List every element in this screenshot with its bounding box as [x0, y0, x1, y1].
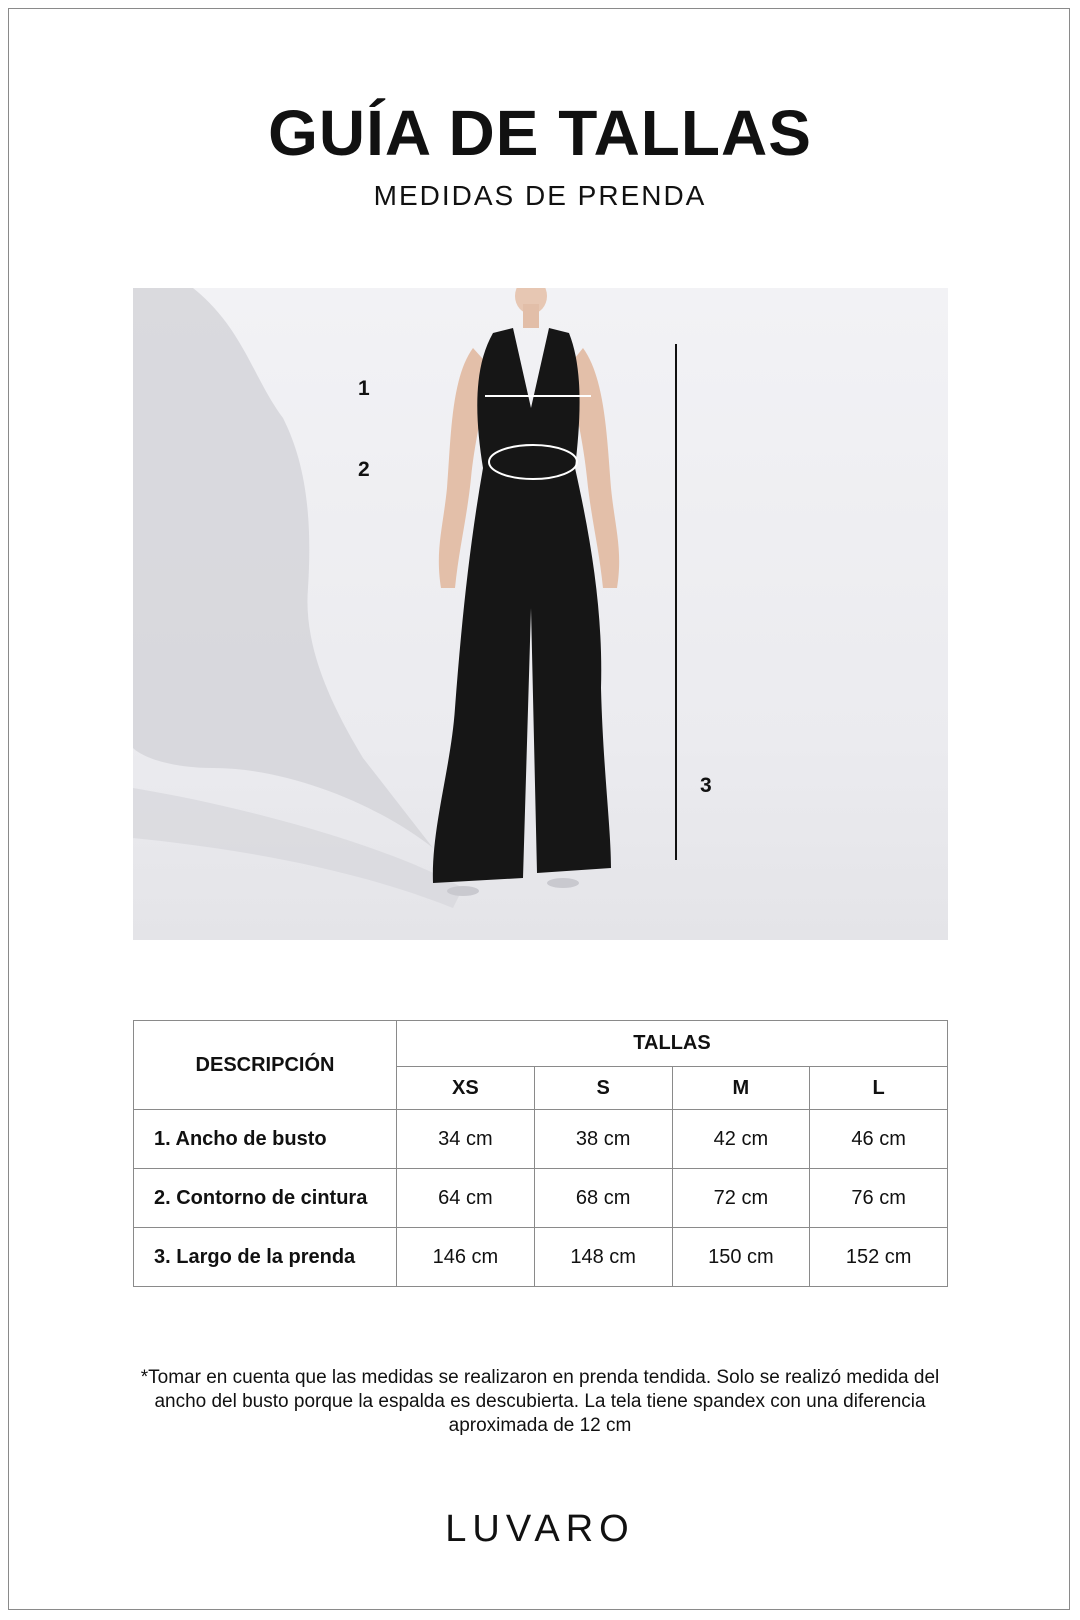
row-label-length: 3. Largo de la prenda	[134, 1228, 397, 1287]
cell-value: 64 cm	[397, 1169, 535, 1228]
size-s-header: S	[534, 1067, 672, 1110]
marker-1: 1	[358, 377, 370, 400]
cell-value: 150 cm	[672, 1228, 810, 1287]
sizes-header: TALLAS	[397, 1021, 948, 1067]
table-row	[134, 1228, 948, 1287]
row-label-bust: 1. Ancho de busto	[134, 1110, 397, 1169]
cell-value: 146 cm	[397, 1228, 535, 1287]
model-left-foot	[447, 886, 479, 896]
cell-value: 152 cm	[810, 1228, 948, 1287]
marker-3: 3	[700, 774, 712, 797]
model-illustration	[133, 288, 948, 940]
size-l-header: L	[810, 1067, 948, 1110]
cell-value: 34 cm	[397, 1110, 535, 1169]
measurement-note: *Tomar en cuenta que las medidas se realizaron en prenda tendida. Solo se realizó medida del ancho del busto porque la espalda es descubierta. La tela tiene spandex con una diferencia aproximada de 12 cm	[140, 1367, 940, 1436]
cell-value: 72 cm	[672, 1169, 810, 1228]
cell-value: 68 cm	[534, 1169, 672, 1228]
table-row	[134, 1169, 948, 1228]
model-neck	[523, 304, 539, 328]
cell-value: 76 cm	[810, 1169, 948, 1228]
cell-value: 42 cm	[672, 1110, 810, 1169]
size-xs-header: XS	[397, 1067, 535, 1110]
row-label-waist: 2. Contorno de cintura	[134, 1169, 397, 1228]
description-header: DESCRIPCIÓN	[134, 1021, 397, 1110]
floor-shadow	[133, 788, 463, 908]
cell-value: 46 cm	[810, 1110, 948, 1169]
cell-value: 38 cm	[534, 1110, 672, 1169]
brand-logo: LUVARO	[445, 1508, 635, 1550]
size-table	[133, 1020, 948, 1287]
marker-2: 2	[358, 458, 370, 481]
table-row	[134, 1110, 948, 1169]
page-subtitle: MEDIDAS DE PRENDA	[373, 180, 707, 211]
page-title: GUÍA DE TALLAS	[268, 97, 812, 169]
garment-photo	[133, 288, 948, 940]
size-m-header: M	[672, 1067, 810, 1110]
model-right-foot	[547, 878, 579, 888]
wall-shadow	[133, 288, 433, 848]
cell-value: 148 cm	[534, 1228, 672, 1287]
